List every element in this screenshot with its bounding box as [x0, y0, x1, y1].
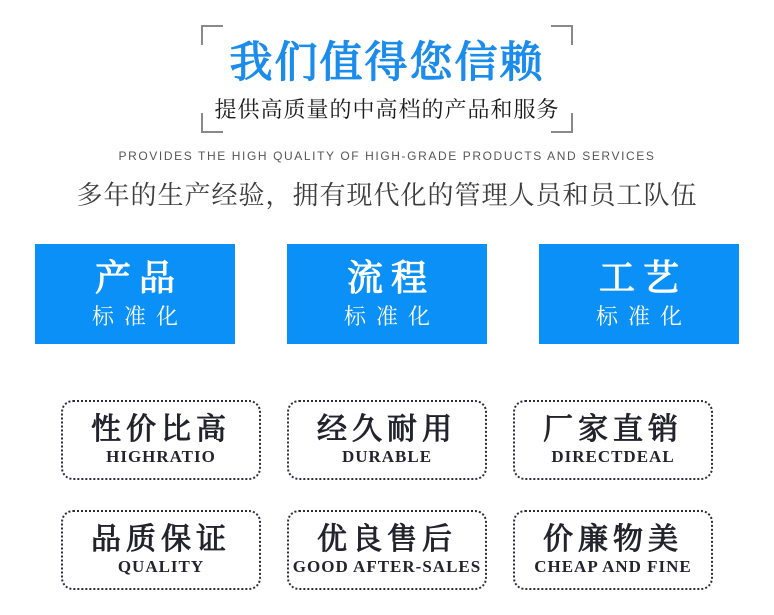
- feature-title-zh: 经久耐用: [317, 413, 457, 446]
- feature-title-zh: 价廉物美: [543, 523, 683, 556]
- page-subtitle: 提供高质量的中高档的产品和服务: [214, 97, 560, 122]
- standard-card-title: 产品: [94, 257, 183, 298]
- features-grid: [0, 400, 774, 590]
- standard-card-product: [35, 244, 235, 344]
- corner-bracket-bottom-right-icon: [551, 113, 573, 133]
- intro-text: 多年的生产经验，拥有现代化的管理人员和员工队伍: [76, 180, 698, 210]
- feature-card-after-sales: [287, 510, 487, 590]
- english-caption: PROVIDES THE HIGH QUALITY OF HIGH-GRADE PRODUCTS AND SERVICES: [118, 149, 656, 163]
- standard-card-craft: [539, 244, 739, 344]
- corner-bracket-top-right-icon: [551, 25, 573, 45]
- standard-card-title: 流程: [346, 257, 435, 298]
- standard-card-subtitle: 标准化: [91, 304, 188, 329]
- feature-title-zh: 厂家直销: [543, 413, 683, 446]
- standard-card-process: [287, 244, 487, 344]
- corner-bracket-top-left-icon: [201, 25, 223, 45]
- feature-title-en: CHEAP AND FINE: [534, 557, 692, 576]
- feature-card-high-ratio: [61, 400, 261, 480]
- page-title: 我们值得您信赖: [229, 39, 545, 87]
- feature-title-zh: 性价比高: [91, 413, 231, 446]
- standards-row: [0, 244, 774, 344]
- feature-card-cheap-fine: [513, 510, 713, 590]
- standard-card-title: 工艺: [598, 257, 687, 298]
- standard-card-subtitle: 标准化: [343, 304, 440, 329]
- standard-card-subtitle: 标准化: [595, 304, 692, 329]
- features-row-2: [61, 510, 713, 590]
- feature-card-durable: [287, 400, 487, 480]
- feature-title-en: GOOD AFTER-SALES: [292, 557, 482, 576]
- feature-title-zh: 品质保证: [91, 523, 231, 556]
- trust-banner: [201, 25, 573, 133]
- feature-title-en: DIRECTDEAL: [551, 447, 675, 466]
- feature-title-en: DURABLE: [341, 447, 433, 466]
- feature-card-direct-deal: [513, 400, 713, 480]
- feature-title-en: QUALITY: [117, 557, 205, 576]
- feature-title-zh: 优良售后: [317, 523, 457, 556]
- corner-bracket-bottom-left-icon: [201, 113, 223, 133]
- feature-title-en: HIGHRATIO: [106, 447, 216, 466]
- feature-card-quality: [61, 510, 261, 590]
- features-row-1: [61, 400, 713, 480]
